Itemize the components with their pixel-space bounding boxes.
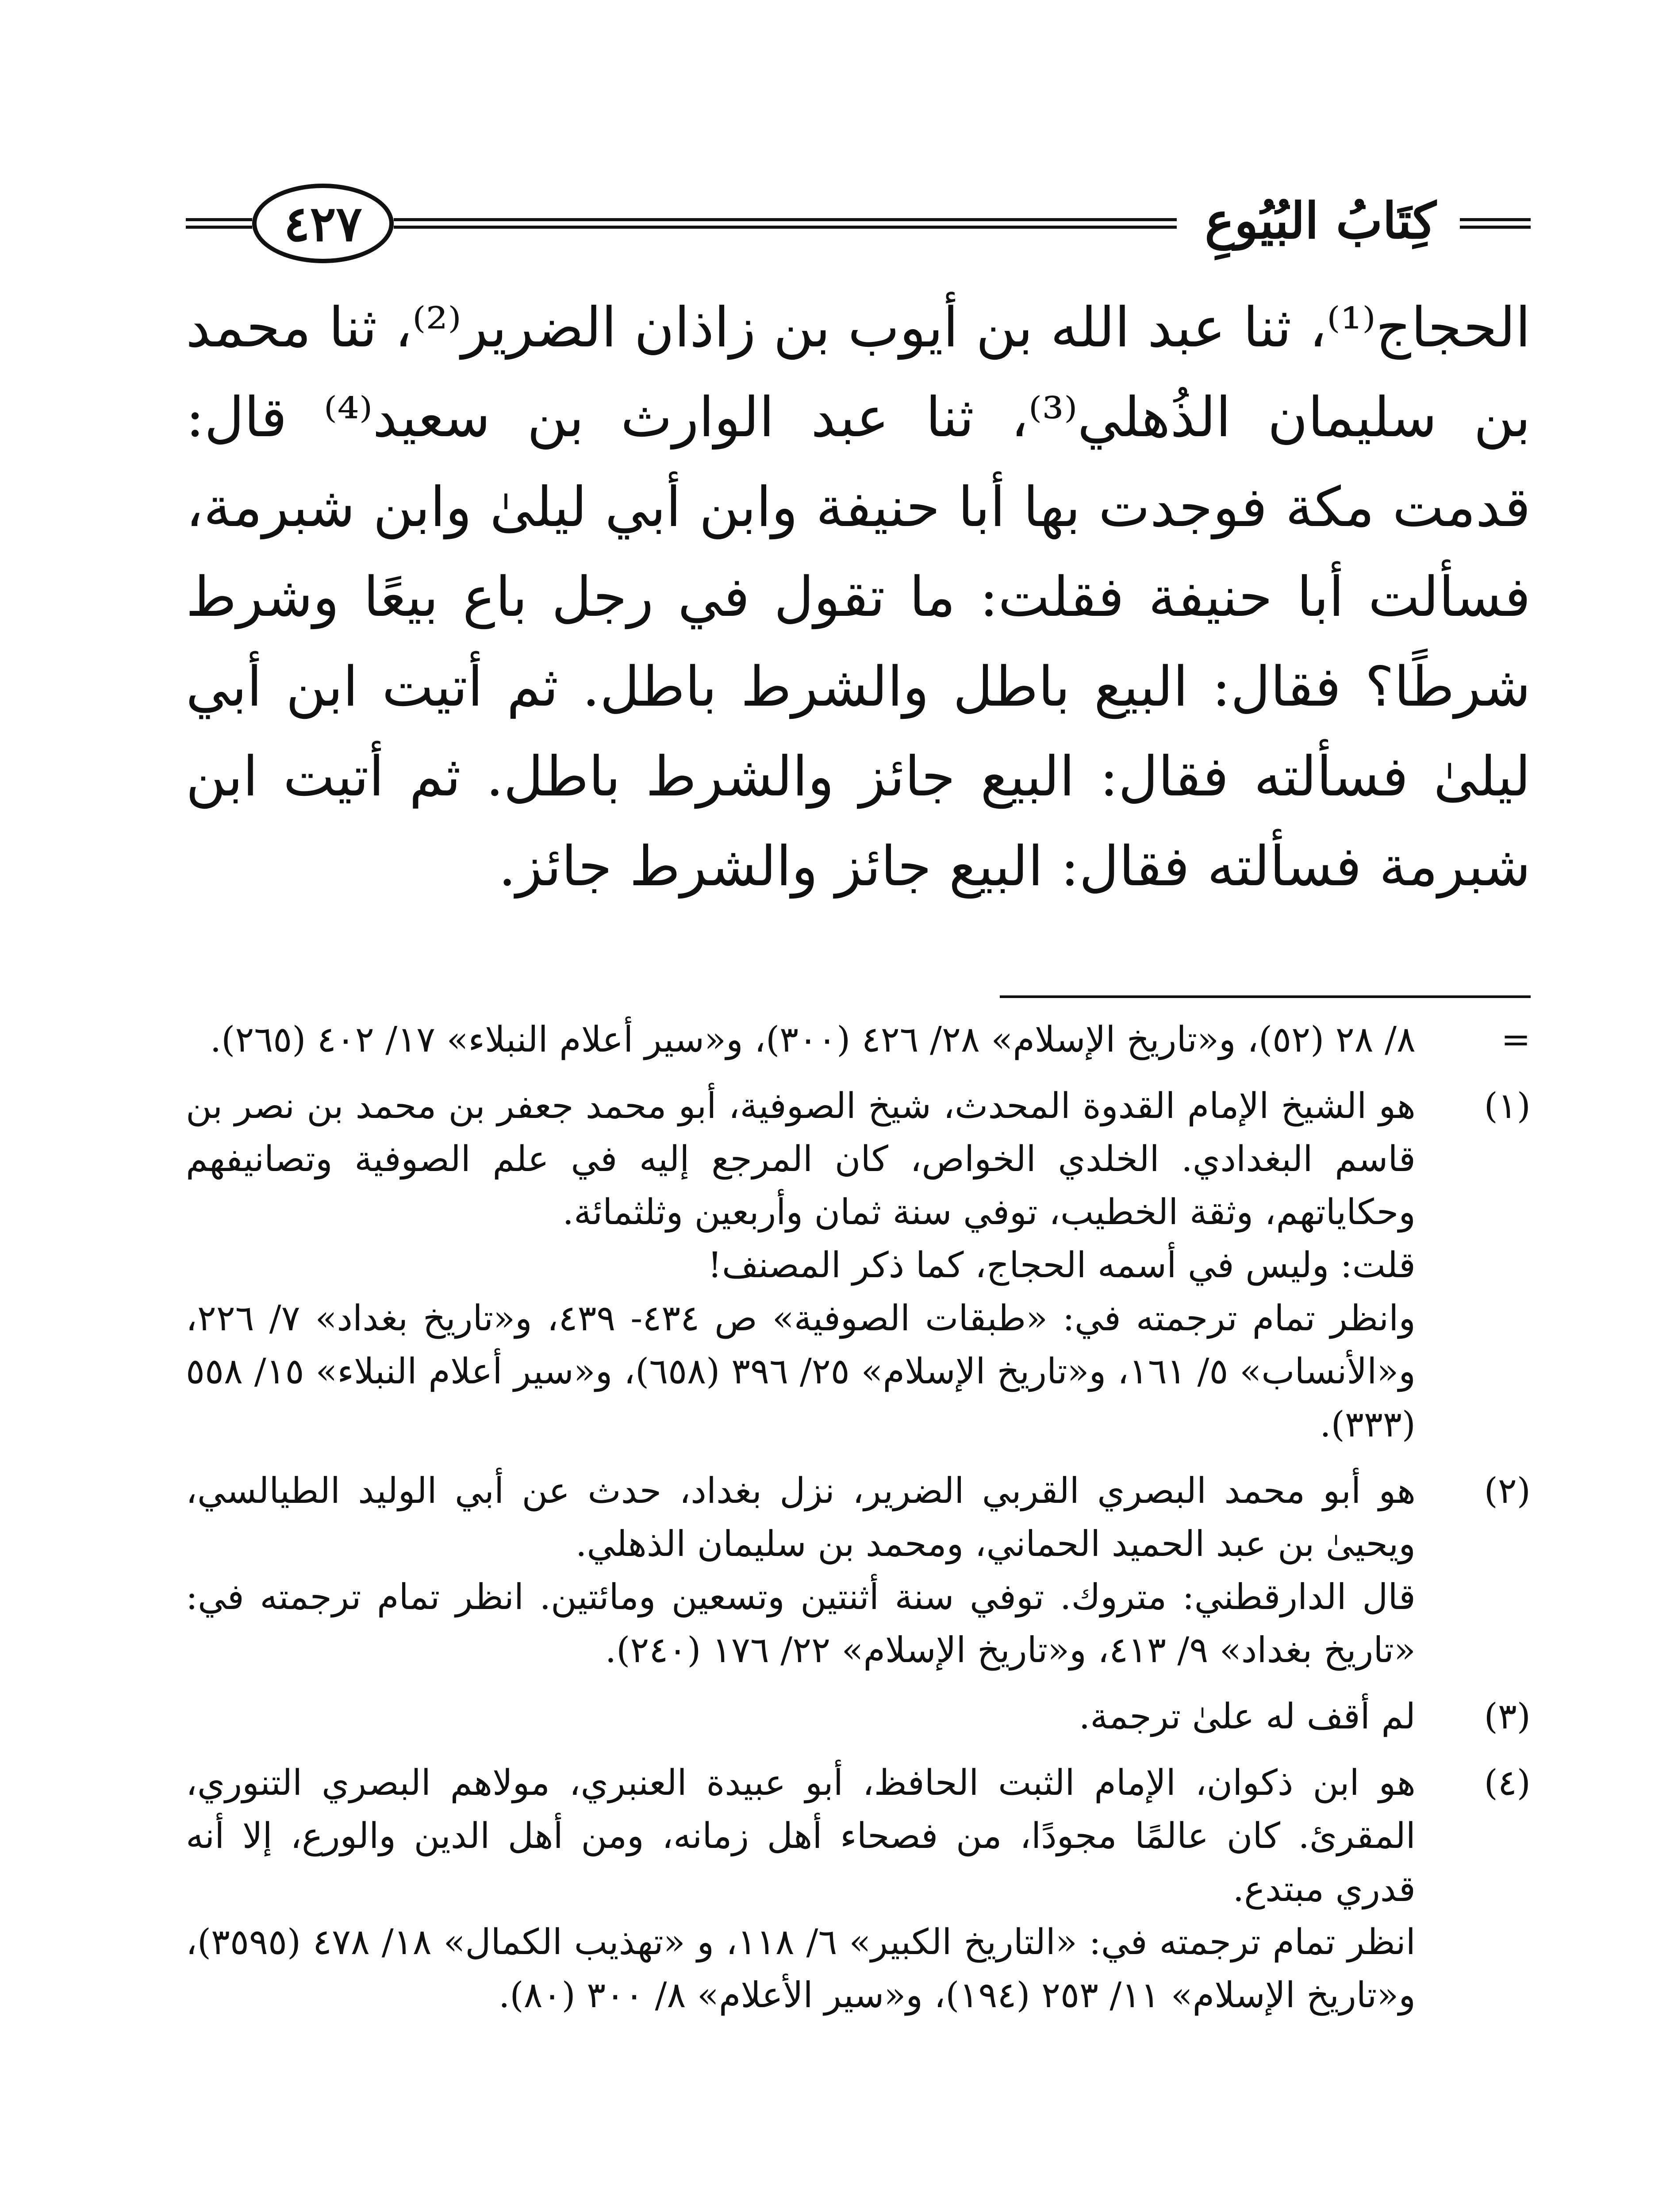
footnote-line: وانظر تمام ترجمته في: «طبقات الصوفية» ص ٤٣٤- ٤٣٩، و«تاريخ بغداد» ٧/ ٢٢٦، و«الأنساب» ٥/ ١٦١، و«تاريخ الإسلام» ٢٥/ ٣٩٦ (٦٥٨)، و«سير أعلام النبلاء» ١٥/ ٥٥٨ (٣٣٣). [186,1298,1416,1445]
footnote-marker: = [1501,1019,1531,1060]
main-paragraph: الحجاج⁽¹⁾، ثنا عبد الله بن أيوب بن زاذان الضرير⁽²⁾، ثنا محمد بن سليمان الذُهلي⁽³⁾، ثنا عبد الوارث بن سعيد⁽⁴⁾ قال: قدمت مكة فوجدت بها أبا حنيفة وابن أبي ليلىٰ وابن شبرمة، فسألت أبا حنيفة فقلت: ما تقول في رجل باع بيعًا وشرط شرطًا؟ فقال: البيع باطل والشرط باطل. ثم أتيت ابن أبي ليلىٰ فسألته فقال: البيع جائز والشرط باطل. ثم أتيت ابن شبرمة فسألته فقال: البيع جائز والشرط جائز. [186,296,1531,899]
footnote-marker: (١) [1484,1085,1531,1126]
footnotes [186,1013,1531,2035]
footnote-line: ٨/ ٢٨ (٥٢)، و«تاريخ الإسلام» ٢٨/ ٤٢٦ (٣٠٠)، و«سير أعلام النبلاء» ١٧/ ٤٠٢ (٢٦٥). [210,1019,1416,1060]
footnote-2 [186,1464,1531,1677]
header-rule-middle [394,218,1177,229]
header-rule-left [186,218,252,229]
footnote-line: قلت: وليس في أسمه الحجاج، كما ذكر المصنف! [707,1244,1416,1286]
header-rule-right [1460,218,1531,229]
footnote-marker: (٣) [1484,1696,1531,1737]
main-text-block [186,283,1531,912]
footnote-line: انظر تمام ترجمته في: «التاريخ الكبير» ٦/ ١١٨، و «تهذيب الكمال» ١٨/ ٤٧٨ (٣٥٩٥)، و«تاريخ الإسلام» ١١/ ٢٥٣ (١٩٤)، و«سير الأعلام» ٨/ ٣٠٠ (٨٠). [186,1921,1416,2016]
footnote-4 [186,1756,1531,2022]
footnote-line: هو أبو محمد البصري القربي الضرير، نزل بغداد، حدث عن أبي الوليد الطيالسي، ويحيىٰ بن عبد الحميد الحماني، ومحمد بن سليمان الذهلي. [186,1470,1416,1564]
footnote-separator [1000,995,1531,998]
footnote-marker: (٤) [1484,1762,1531,1803]
footnote-marker: (٢) [1484,1470,1531,1511]
running-header [186,184,1531,272]
footnote-1 [186,1079,1531,1451]
footnote-3 [186,1690,1531,1743]
footnote-continuation [186,1013,1531,1066]
footnote-line: هو الشيخ الإمام القدوة المحدث، شيخ الصوفية، أبو محمد جعفر بن محمد بن نصر بن قاسم البغدادي. الخلدي الخواص، كان المرجع إليه في علم الصوفية وتصانيفهم وحكاياتهم، وثقة الخطيب، توفي سنة ثمان وأربعين وثلثمائة. [186,1085,1416,1233]
page-number: ٤٢٧ [252,184,394,263]
footnote-line: لم أقف له علىٰ ترجمة. [1079,1696,1416,1737]
footnote-line: قال الدارقطني: متروك. توفي سنة أثنتين وتسعين ومائتين. انظر تمام ترجمته في: «تاريخ بغداد» ٩/ ٤١٣، و«تاريخ الإسلام» ٢٢/ ١٧٦ (٢٤٠). [186,1576,1416,1671]
footnote-line: هو ابن ذكوان، الإمام الثبت الحافظ، أبو عبيدة العنبري، مولاهم البصري التنوري، المقرئ. كان عالمًا مجودًا، من فصحاء أهل زمانه، ومن أهل الدين والورع، إلا أنه قدري مبتدع. [186,1762,1416,1909]
book-title: كِتَابُ البُيُوعِ [1205,192,1436,250]
